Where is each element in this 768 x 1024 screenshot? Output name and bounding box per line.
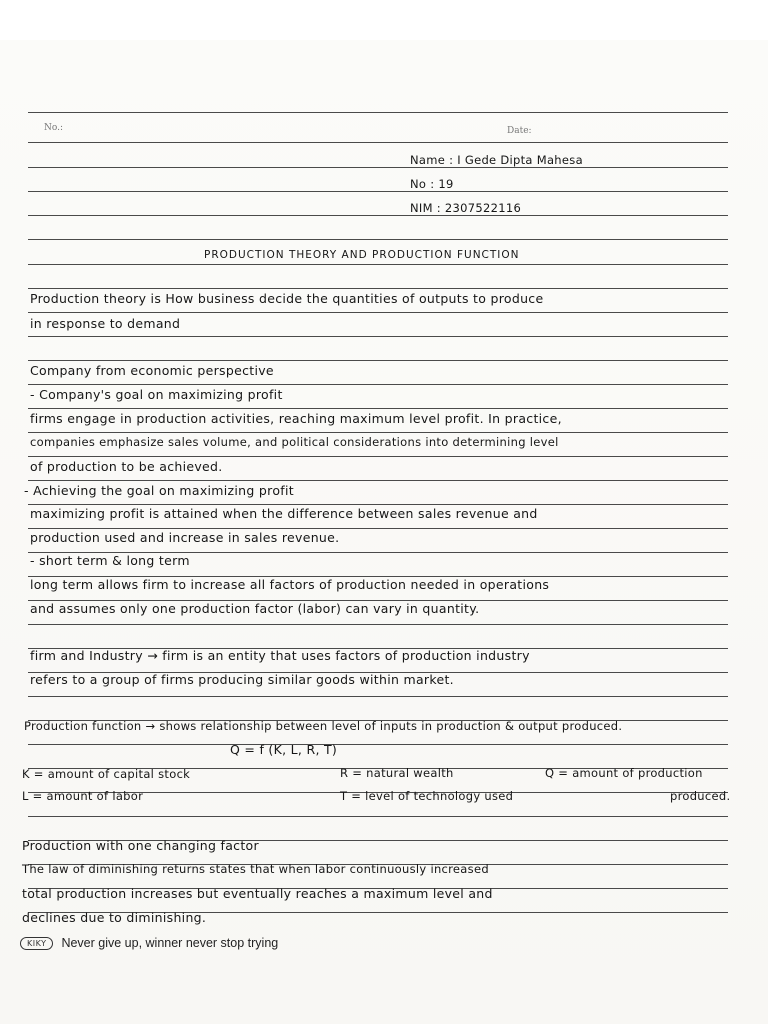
ruled-line [28,336,728,337]
text-line: and assumes only one production factor (labor) can vary in quantity. [30,601,480,616]
student-name: Name : I Gede Dipta Mahesa [410,153,583,167]
ruled-line [28,167,728,168]
student-number: No : 19 [410,177,454,191]
ruled-line [28,696,728,697]
text-line: long term allows firm to increase all factors of production needed in operations [30,577,550,592]
text-line: Production with one changing factor [22,838,259,853]
no-label: No.: [44,123,64,133]
page-title: PRODUCTION THEORY AND PRODUCTION FUNCTION [204,249,520,261]
production-function-formula: Q = f (K, L, R, T) [230,742,338,757]
ruled-line [28,384,728,385]
ruled-line [28,191,728,192]
text-line: T = level of technology used [340,789,514,803]
ruled-line [28,239,728,240]
text-line: production used and increase in sales revenue. [30,530,340,545]
text-line: of production to be achieved. [30,459,223,474]
text-line: - Achieving the goal on maximizing profit [24,483,294,498]
ruled-line [28,408,728,409]
text-line: refers to a group of firms producing similar goods within market. [30,672,454,687]
page-footer [20,936,278,950]
footer-slogan: Never give up, winner never stop trying [61,936,279,950]
date-label: Date: [507,126,532,136]
text-line: The law of diminishing returns states that when labor continuously increased [22,862,489,876]
text-line: Company from economic perspective [30,363,274,378]
text-line: declines due to diminishing. [22,910,207,925]
ruled-line [28,288,728,289]
ruled-line [28,528,728,529]
ruled-line [28,624,728,625]
ruled-line [28,142,728,143]
text-line: Production function → shows relationship between level of inputs in production & output produced. [24,719,623,733]
text-line: produced. [670,789,731,803]
ruled-line [28,456,728,457]
ruled-line [28,504,728,505]
text-line: companies emphasize sales volume, and political considerations into determining level [30,435,559,449]
ruled-line [28,744,728,745]
student-nim: NIM : 2307522116 [410,201,522,215]
ruled-line [28,432,728,433]
text-line: Production theory is How business decide the quantities of outputs to produce [30,291,544,306]
ruled-line [28,816,728,817]
ruled-line [28,215,728,216]
ruled-line [28,112,728,113]
text-line: Q = amount of production [545,766,703,780]
text-line: R = natural wealth [340,766,454,780]
text-line: - short term & long term [30,553,190,568]
text-line: K = amount of capital stock [22,767,191,781]
ruled-line [28,312,728,313]
notebook-page [0,40,768,1024]
ruled-line [28,480,728,481]
text-line: total production increases but eventually reaches a maximum level and [22,886,493,901]
text-line: L = amount of labor [22,789,144,803]
ruled-line [28,264,728,265]
text-line: maximizing profit is attained when the difference between sales revenue and [30,506,538,521]
text-line: firms engage in production activities, reaching maximum level profit. In practice, [30,411,562,426]
text-line: in response to demand [30,316,181,331]
text-line: firm and Industry → firm is an entity that uses factors of production industry [30,648,530,663]
ruled-line [28,360,728,361]
brand-logo: KIKY [20,937,53,950]
text-line: - Company's goal on maximizing profit [30,387,283,402]
